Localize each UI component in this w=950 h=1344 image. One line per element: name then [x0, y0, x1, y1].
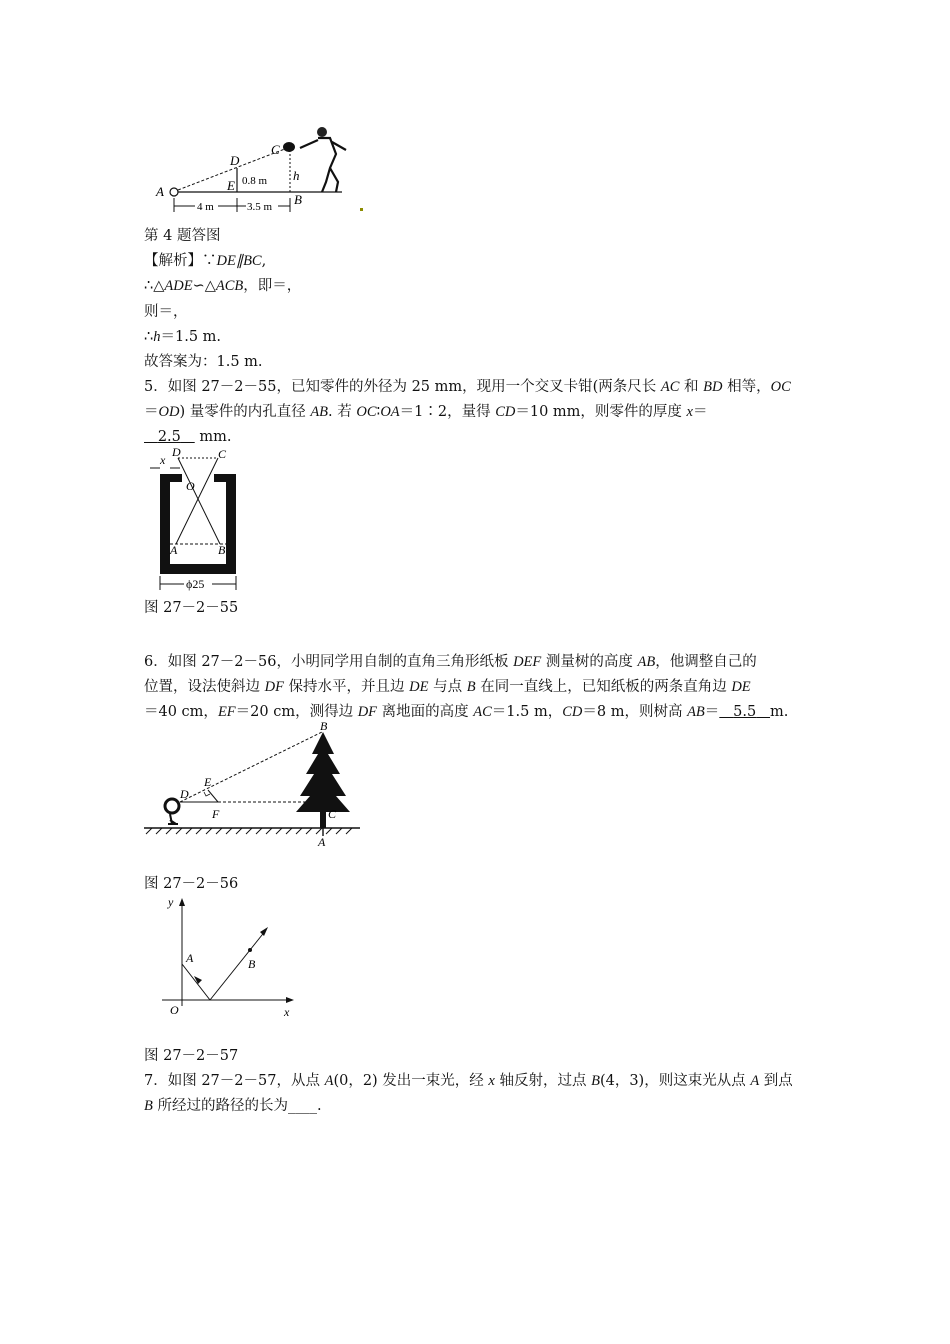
q6-text-line-1: 6．如图 27－2－56，小明同学用自制的直角三角形纸板 DEF 测量树的高度 AB，他调整自己的 [144, 654, 757, 670]
fig4-label-h: h [293, 168, 300, 183]
fig57-caption: 图 27－2－57 [144, 1048, 239, 1064]
q4-solution-line-4: ∴h＝1.5 m. [144, 329, 222, 345]
fig57-label-b: B [248, 957, 256, 971]
fig55-label-b: B [218, 543, 226, 557]
q5-text-line-3: 2.5 mm. [157, 429, 232, 445]
q6-text-line-2: 位置，设法使斜边 DF 保持水平，并且边 DE 与点 B 在同一直线上，已知纸板的两条直角边 DE [144, 679, 751, 695]
figure-q4 [150, 120, 380, 220]
q5-text-line-1: 5．如图 27－2－55，已知零件的外径为 25 mm，现用一个交叉卡钳(两条尺长 AC 和 BD 相等，OC [144, 379, 791, 395]
q4-solution-line-3: 则＝， [144, 304, 188, 320]
q7-answer-blank: ____ [287, 1098, 317, 1114]
q4-solution-line-1: 【解析】∵DE∥BC, [144, 253, 267, 269]
fig57-label-x: x [284, 1005, 290, 1019]
q5-answer: 2.5 [157, 429, 181, 445]
fig4-label-a: A [156, 184, 164, 199]
fig4-label-c: C [271, 142, 280, 157]
fig57-label-o: O [170, 1003, 179, 1017]
q6-answer: 5.5 [733, 704, 757, 720]
fig56-label-e: E [204, 775, 212, 789]
fig55-label-x: x [160, 453, 166, 467]
fig4-label-de: 0.8 m [242, 175, 268, 187]
fig55-label-diameter: ϕ25 [186, 577, 205, 591]
fig56-caption: 图 27－2－56 [144, 876, 239, 892]
fig56-label-f: F [212, 807, 220, 821]
figure-27-2-57 [158, 894, 298, 1020]
fig55-label-d: D [172, 445, 181, 459]
fig4-label-d: D [230, 153, 240, 168]
figure-27-2-56 [142, 720, 364, 852]
q6-text-line-3: ＝40 cm，EF＝20 cm，测得边 DF 离地面的高度 AC＝1.5 m，CD＝8 m，则树高 AB＝ 5.5 m. [144, 704, 789, 720]
fig55-label-a: A [170, 543, 178, 557]
stray-dot [360, 208, 363, 211]
figure-27-2-55 [148, 444, 248, 592]
fig4-caption: 第 4 题答图 [144, 228, 221, 244]
fig4-label-b: B [294, 192, 302, 207]
q4-solution-line-2: ∴△ADE∽△ACB，即＝， [144, 278, 302, 294]
fig56-label-d: D [180, 787, 189, 801]
fig4-label-e: E [227, 178, 235, 193]
q5-text-line-2: ＝OD) 量零件的内孔直径 AB. 若 OC∶OA＝1∶2，量得 CD＝10 mm，则零件的厚度 x＝ [144, 404, 708, 420]
fig4-label-eb: 3.5 m [247, 201, 273, 213]
fig56-label-c: C [328, 807, 337, 821]
fig55-label-o: O [186, 479, 195, 493]
fig56-label-b: B [320, 720, 328, 733]
fig4-label-ae: 4 m [197, 201, 214, 213]
fig55-caption: 图 27－2－55 [144, 600, 239, 616]
fig55-label-c: C [218, 447, 227, 461]
q7-text-line-2: B 所经过的路径的长为____. [144, 1098, 322, 1114]
fig56-label-a: A [318, 835, 326, 849]
fig57-label-y: y [168, 895, 174, 909]
q7-text-line-1: 7．如图 27－2－57，从点 A(0，2) 发出一束光，经 x 轴反射，过点 B(4，3)，则这束光从点 A 到点 [144, 1073, 793, 1089]
fig57-label-a: A [186, 951, 194, 965]
q4-solution-line-5: 故答案为：1.5 m. [144, 354, 263, 370]
